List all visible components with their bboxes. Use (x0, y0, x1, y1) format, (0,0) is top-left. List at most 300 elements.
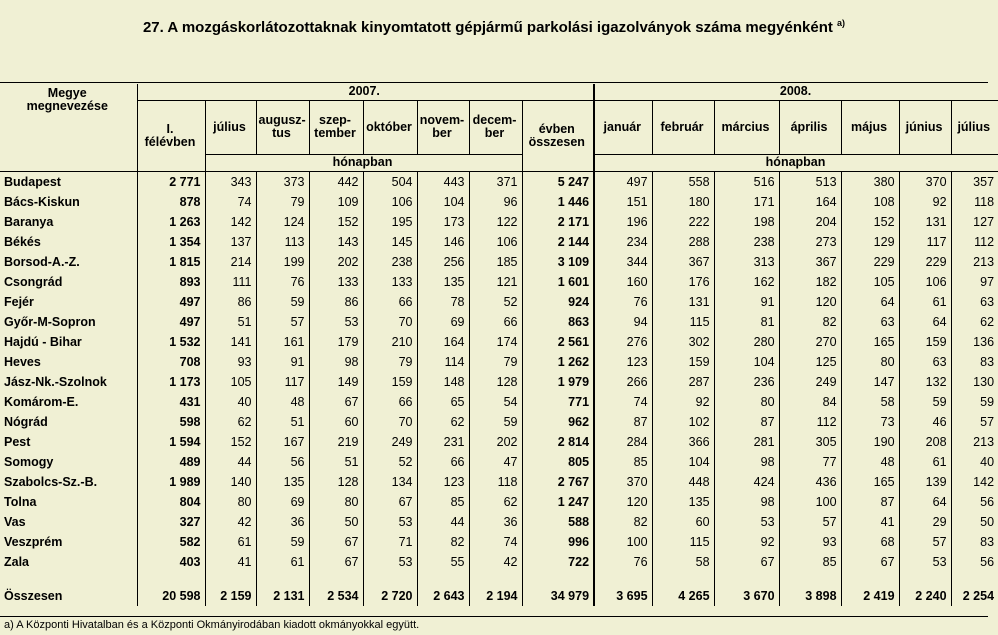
month-2008-value: 135 (652, 492, 714, 512)
month-2007-value: 179 (309, 332, 363, 352)
month-2008-value: 67 (841, 552, 899, 572)
month-2008-value: 367 (652, 252, 714, 272)
month-2007-value: 59 (469, 412, 522, 432)
half-year-value: 598 (137, 412, 205, 432)
spacer-cell (137, 572, 205, 586)
month-2007-value: 79 (256, 192, 309, 212)
month-2007-value: 93 (205, 352, 256, 372)
month-2007-value: 54 (469, 392, 522, 412)
month-2007-value: 185 (469, 252, 522, 272)
month-header-line: decem- (472, 113, 517, 127)
spacer-cell (363, 572, 417, 586)
month-2007-value: 50 (309, 512, 363, 532)
spacer-cell (779, 572, 841, 586)
year-total-header (522, 100, 594, 171)
month-2008-value: 67 (714, 552, 779, 572)
month-header-line: ber (432, 126, 452, 140)
month-header-line: október (366, 119, 412, 134)
month-2007-value: 2 131 (256, 586, 309, 606)
month-2007-value: 373 (256, 171, 309, 192)
half-year-value: 1 354 (137, 232, 205, 252)
half-year-value: 403 (137, 552, 205, 572)
year-total-line: összesen (528, 134, 585, 149)
month-2008-value: 370 (899, 171, 951, 192)
year-total-line: évben (538, 121, 575, 136)
month-2008-value: 58 (841, 392, 899, 412)
month-2008-value: 82 (594, 512, 652, 532)
month-2008-value: 64 (899, 492, 951, 512)
month-2008-value: 87 (714, 412, 779, 432)
month-2008-value: 2 240 (899, 586, 951, 606)
month-2008-value: 249 (779, 372, 841, 392)
month-2008-value: 85 (779, 552, 841, 572)
month-2007-value: 124 (256, 212, 309, 232)
month-2008-value: 92 (714, 532, 779, 552)
month-2008-value: 313 (714, 252, 779, 272)
month-2007-value: 199 (256, 252, 309, 272)
month-2007-value: 146 (417, 232, 469, 252)
month-2008-value: 123 (594, 352, 652, 372)
county-name: Komárom-E. (4, 394, 79, 409)
month-2007-value: 53 (363, 512, 417, 532)
month-2007-value: 152 (309, 212, 363, 232)
month-2007-value: 174 (469, 332, 522, 352)
total-row (0, 586, 998, 606)
month-2007-value: 105 (205, 372, 256, 392)
month-2007-value: 122 (469, 212, 522, 232)
month-2007-value: 371 (469, 171, 522, 192)
month-2008-value: 238 (714, 232, 779, 252)
month-2007-value: 164 (417, 332, 469, 352)
month-2008-value: 180 (652, 192, 714, 212)
month-2008-header: július (951, 100, 998, 154)
month-2008-value: 92 (652, 392, 714, 412)
month-2008-value: 208 (899, 432, 951, 452)
half-year-value: 327 (137, 512, 205, 532)
month-2007-value: 104 (417, 192, 469, 212)
month-2007-value: 161 (256, 332, 309, 352)
month-2007-value: 96 (469, 192, 522, 212)
spacer-cell (714, 572, 779, 586)
month-2008-value: 131 (652, 292, 714, 312)
month-2007-value: 78 (417, 292, 469, 312)
half-year-header (137, 100, 205, 171)
month-2008-value: 104 (652, 452, 714, 472)
month-2007-value: 67 (363, 492, 417, 512)
month-2008-value: 370 (594, 472, 652, 492)
month-2008-header: február (652, 100, 714, 154)
half-year-value: 497 (137, 312, 205, 332)
month-2008-value: 131 (899, 212, 951, 232)
month-2008-value: 57 (951, 412, 998, 432)
half-year-value: 489 (137, 452, 205, 472)
month-2008-value: 63 (951, 292, 998, 312)
month-2007-value: 231 (417, 432, 469, 452)
month-2008-value: 87 (841, 492, 899, 512)
month-2007-value: 61 (205, 532, 256, 552)
month-2008-value: 280 (714, 332, 779, 352)
month-header-line: július (213, 119, 246, 134)
month-header-line: tus (272, 126, 291, 140)
month-2008-value: 305 (779, 432, 841, 452)
month-2008-value: 85 (594, 452, 652, 472)
data-table (0, 84, 998, 606)
month-2008-value: 118 (951, 192, 998, 212)
month-2008-value: 80 (841, 352, 899, 372)
county-header-line-1: Megye (47, 86, 87, 100)
month-2007-value: 41 (205, 552, 256, 572)
month-2007-value: 128 (309, 472, 363, 492)
half-year-value: 1 989 (137, 472, 205, 492)
month-2007-value: 60 (309, 412, 363, 432)
month-2007-value: 62 (417, 412, 469, 432)
month-2007-value: 443 (417, 171, 469, 192)
month-2007-value: 74 (205, 192, 256, 212)
month-2008-header: május (841, 100, 899, 154)
half-year-value: 1 532 (137, 332, 205, 352)
month-2007-header (205, 100, 256, 154)
month-2007-value: 36 (469, 512, 522, 532)
month-header-line: szep- (319, 113, 351, 127)
month-2007-value: 2 643 (417, 586, 469, 606)
month-2008-value: 91 (714, 292, 779, 312)
month-2007-value: 53 (309, 312, 363, 332)
month-2007-value: 202 (309, 252, 363, 272)
month-2008-value: 115 (652, 312, 714, 332)
month-2007-value: 44 (417, 512, 469, 532)
month-2007-value: 137 (205, 232, 256, 252)
table-row (0, 292, 998, 312)
year-total-value: 3 109 (522, 252, 594, 272)
month-2008-value: 74 (594, 392, 652, 412)
month-2008-value: 80 (714, 392, 779, 412)
month-2007-value: 51 (309, 452, 363, 472)
year-total-value: 962 (522, 412, 594, 432)
month-2008-value: 142 (951, 472, 998, 492)
month-2007-value: 140 (205, 472, 256, 492)
year-total-value: 34 979 (522, 586, 594, 606)
month-2007-value: 62 (469, 492, 522, 512)
table-row (0, 372, 998, 392)
month-2008-value: 229 (841, 252, 899, 272)
month-2008-value: 213 (951, 252, 998, 272)
month-header-line: novem- (419, 113, 465, 127)
month-2008-value: 3 695 (594, 586, 652, 606)
month-2007-value: 42 (205, 512, 256, 532)
month-2008-value: 56 (951, 492, 998, 512)
spacer-cell (0, 572, 137, 586)
month-2007-value: 61 (256, 552, 309, 572)
table-row (0, 171, 998, 192)
month-2008-value: 56 (951, 552, 998, 572)
month-2008-header: március (714, 100, 779, 154)
month-2008-value: 64 (841, 292, 899, 312)
month-2008-value: 132 (899, 372, 951, 392)
month-2007-value: 128 (469, 372, 522, 392)
month-2008-value: 120 (779, 292, 841, 312)
month-2007-value: 52 (469, 292, 522, 312)
county-name: Borsod-A.-Z. (4, 254, 80, 269)
month-2007-value: 80 (309, 492, 363, 512)
month-2008-value: 59 (899, 392, 951, 412)
month-2008-value: 104 (714, 352, 779, 372)
month-2007-value: 117 (256, 372, 309, 392)
month-2008-header: április (779, 100, 841, 154)
month-2007-value: 133 (309, 272, 363, 292)
county-name: Heves (4, 354, 41, 369)
month-2008-value: 125 (779, 352, 841, 372)
month-2007-value: 141 (205, 332, 256, 352)
month-2008-value: 424 (714, 472, 779, 492)
month-2007-value: 249 (363, 432, 417, 452)
month-2007-value: 135 (417, 272, 469, 292)
month-2008-value: 288 (652, 232, 714, 252)
month-2007-header (469, 100, 522, 154)
month-2007-value: 173 (417, 212, 469, 232)
month-2007-value: 69 (417, 312, 469, 332)
month-2008-value: 270 (779, 332, 841, 352)
month-2007-value: 135 (256, 472, 309, 492)
month-2007-value: 59 (256, 292, 309, 312)
half-year-value: 1 594 (137, 432, 205, 452)
month-2007-value: 67 (309, 552, 363, 572)
month-2007-value: 76 (256, 272, 309, 292)
month-2008-value: 165 (841, 332, 899, 352)
year-total-value: 863 (522, 312, 594, 332)
year-2007-header: 2007. (137, 84, 594, 100)
month-2007-value: 504 (363, 171, 417, 192)
table-row (0, 472, 998, 492)
spacer-cell (841, 572, 899, 586)
month-2008-value: 196 (594, 212, 652, 232)
month-2008-value: 76 (594, 552, 652, 572)
month-2007-value: 256 (417, 252, 469, 272)
year-total-value: 805 (522, 452, 594, 472)
year-total-value: 5 247 (522, 171, 594, 192)
month-2008-value: 120 (594, 492, 652, 512)
month-2008-value: 436 (779, 472, 841, 492)
month-2008-value: 29 (899, 512, 951, 532)
month-2007-value: 59 (256, 532, 309, 552)
month-2008-value: 92 (899, 192, 951, 212)
month-2008-value: 106 (899, 272, 951, 292)
month-header-line: tember (314, 126, 356, 140)
month-2008-value: 48 (841, 452, 899, 472)
month-2008-value: 98 (714, 492, 779, 512)
month-2008-value: 97 (951, 272, 998, 292)
spacer-cell (469, 572, 522, 586)
month-2007-value: 82 (417, 532, 469, 552)
table-row (0, 392, 998, 412)
month-2008-value: 105 (841, 272, 899, 292)
month-2007-value: 70 (363, 312, 417, 332)
table-row (0, 352, 998, 372)
month-2008-value: 366 (652, 432, 714, 452)
month-2007-value: 66 (363, 292, 417, 312)
half-year-value: 497 (137, 292, 205, 312)
month-2007-value: 106 (469, 232, 522, 252)
month-2008-value: 63 (899, 352, 951, 372)
month-2008-value: 3 898 (779, 586, 841, 606)
month-2008-value: 64 (899, 312, 951, 332)
table-row (0, 232, 998, 252)
month-2007-value: 238 (363, 252, 417, 272)
month-2008-value: 159 (899, 332, 951, 352)
county-header (0, 84, 137, 171)
month-2007-value: 2 720 (363, 586, 417, 606)
year-total-value: 1 446 (522, 192, 594, 212)
month-2008-value: 344 (594, 252, 652, 272)
half-year-value: 2 771 (137, 171, 205, 192)
spacer-cell (417, 572, 469, 586)
month-2008-value: 117 (899, 232, 951, 252)
month-2008-value: 182 (779, 272, 841, 292)
month-2008-value: 236 (714, 372, 779, 392)
month-header-line: augusz- (258, 113, 306, 127)
month-2008-value: 151 (594, 192, 652, 212)
month-2008-value: 448 (652, 472, 714, 492)
month-2007-value: 71 (363, 532, 417, 552)
spacer-cell (951, 572, 998, 586)
month-2007-value: 51 (205, 312, 256, 332)
month-2008-value: 50 (951, 512, 998, 532)
year-total-value: 924 (522, 292, 594, 312)
month-header-line: ber (484, 126, 505, 140)
half-year-value: 1 173 (137, 372, 205, 392)
month-2008-value: 302 (652, 332, 714, 352)
month-2008-value: 222 (652, 212, 714, 232)
month-2008-value: 229 (899, 252, 951, 272)
year-total-value: 1 262 (522, 352, 594, 372)
month-2007-value: 79 (469, 352, 522, 372)
month-2007-value: 118 (469, 472, 522, 492)
month-2007-value: 195 (363, 212, 417, 232)
month-2008-value: 4 265 (652, 586, 714, 606)
month-2007-value: 53 (363, 552, 417, 572)
month-2008-value: 57 (779, 512, 841, 532)
month-2008-value: 76 (594, 292, 652, 312)
month-2008-value: 83 (951, 532, 998, 552)
half-year-line-1: I. (166, 121, 174, 136)
footnote-rule (0, 616, 988, 617)
county-name: Jász-Nk.-Szolnok (4, 374, 107, 389)
month-2008-value: 115 (652, 532, 714, 552)
month-2007-value: 70 (363, 412, 417, 432)
month-2008-value: 516 (714, 171, 779, 192)
month-2007-value: 148 (417, 372, 469, 392)
month-2007-value: 80 (205, 492, 256, 512)
month-2008-value: 204 (779, 212, 841, 232)
county-name: Békés (4, 234, 41, 249)
month-2008-value: 46 (899, 412, 951, 432)
table-row (0, 192, 998, 212)
month-2007-value: 85 (417, 492, 469, 512)
month-2007-value: 2 159 (205, 586, 256, 606)
county-name: Vas (4, 514, 26, 529)
month-2007-value: 67 (309, 532, 363, 552)
month-2008-value: 213 (951, 432, 998, 452)
month-2007-value: 98 (309, 352, 363, 372)
county-name: Baranya (4, 214, 54, 229)
month-2008-value: 41 (841, 512, 899, 532)
month-2008-value: 198 (714, 212, 779, 232)
table-row (0, 552, 998, 572)
month-2007-value: 111 (205, 272, 256, 292)
month-2008-value: 497 (594, 171, 652, 192)
month-2007-value: 145 (363, 232, 417, 252)
table-row (0, 512, 998, 532)
month-2007-value: 142 (205, 212, 256, 232)
month-2007-value: 2 194 (469, 586, 522, 606)
month-2007-header (309, 100, 363, 154)
month-2007-value: 47 (469, 452, 522, 472)
month-2007-value: 66 (363, 392, 417, 412)
month-2008-header: június (899, 100, 951, 154)
per-month-2008-label: hónapban (594, 154, 998, 171)
month-2008-value: 62 (951, 312, 998, 332)
county-header-line-2: megnevezése (26, 99, 108, 113)
month-2008-value: 102 (652, 412, 714, 432)
half-year-value: 20 598 (137, 586, 205, 606)
year-total-value: 722 (522, 552, 594, 572)
year-total-value: 771 (522, 392, 594, 412)
month-2007-value: 123 (417, 472, 469, 492)
month-2008-value: 94 (594, 312, 652, 332)
year-total-value: 2 561 (522, 332, 594, 352)
month-2008-value: 100 (594, 532, 652, 552)
per-month-2007-label: hónapban (205, 154, 522, 171)
month-2008-value: 284 (594, 432, 652, 452)
spacer-row (0, 572, 998, 586)
half-year-value: 804 (137, 492, 205, 512)
month-2008-value: 59 (951, 392, 998, 412)
table-row (0, 452, 998, 472)
table-row (0, 212, 998, 232)
month-2007-value: 66 (417, 452, 469, 472)
year-total-value: 2 171 (522, 212, 594, 232)
month-2008-value: 100 (779, 492, 841, 512)
half-year-value: 1 815 (137, 252, 205, 272)
month-2007-value: 62 (205, 412, 256, 432)
month-2008-header: január (594, 100, 652, 154)
half-year-value: 431 (137, 392, 205, 412)
month-2007-value: 74 (469, 532, 522, 552)
month-2008-value: 266 (594, 372, 652, 392)
month-2008-value: 81 (714, 312, 779, 332)
month-2008-value: 83 (951, 352, 998, 372)
county-name: Bács-Kiskun (4, 194, 80, 209)
month-2008-value: 234 (594, 232, 652, 252)
spacer-cell (309, 572, 363, 586)
month-2007-value: 113 (256, 232, 309, 252)
half-year-line-2: félévben (144, 134, 196, 149)
month-2007-value: 86 (309, 292, 363, 312)
month-2008-value: 164 (779, 192, 841, 212)
month-2008-value: 60 (652, 512, 714, 532)
month-2007-value: 343 (205, 171, 256, 192)
half-year-value: 708 (137, 352, 205, 372)
table-row (0, 532, 998, 552)
month-2008-value: 281 (714, 432, 779, 452)
month-2007-value: 2 534 (309, 586, 363, 606)
month-2008-value: 57 (899, 532, 951, 552)
month-2008-value: 380 (841, 171, 899, 192)
half-year-value: 1 263 (137, 212, 205, 232)
month-2007-value: 149 (309, 372, 363, 392)
month-2008-value: 162 (714, 272, 779, 292)
year-2008-header: 2008. (594, 84, 998, 100)
month-2008-value: 139 (899, 472, 951, 492)
